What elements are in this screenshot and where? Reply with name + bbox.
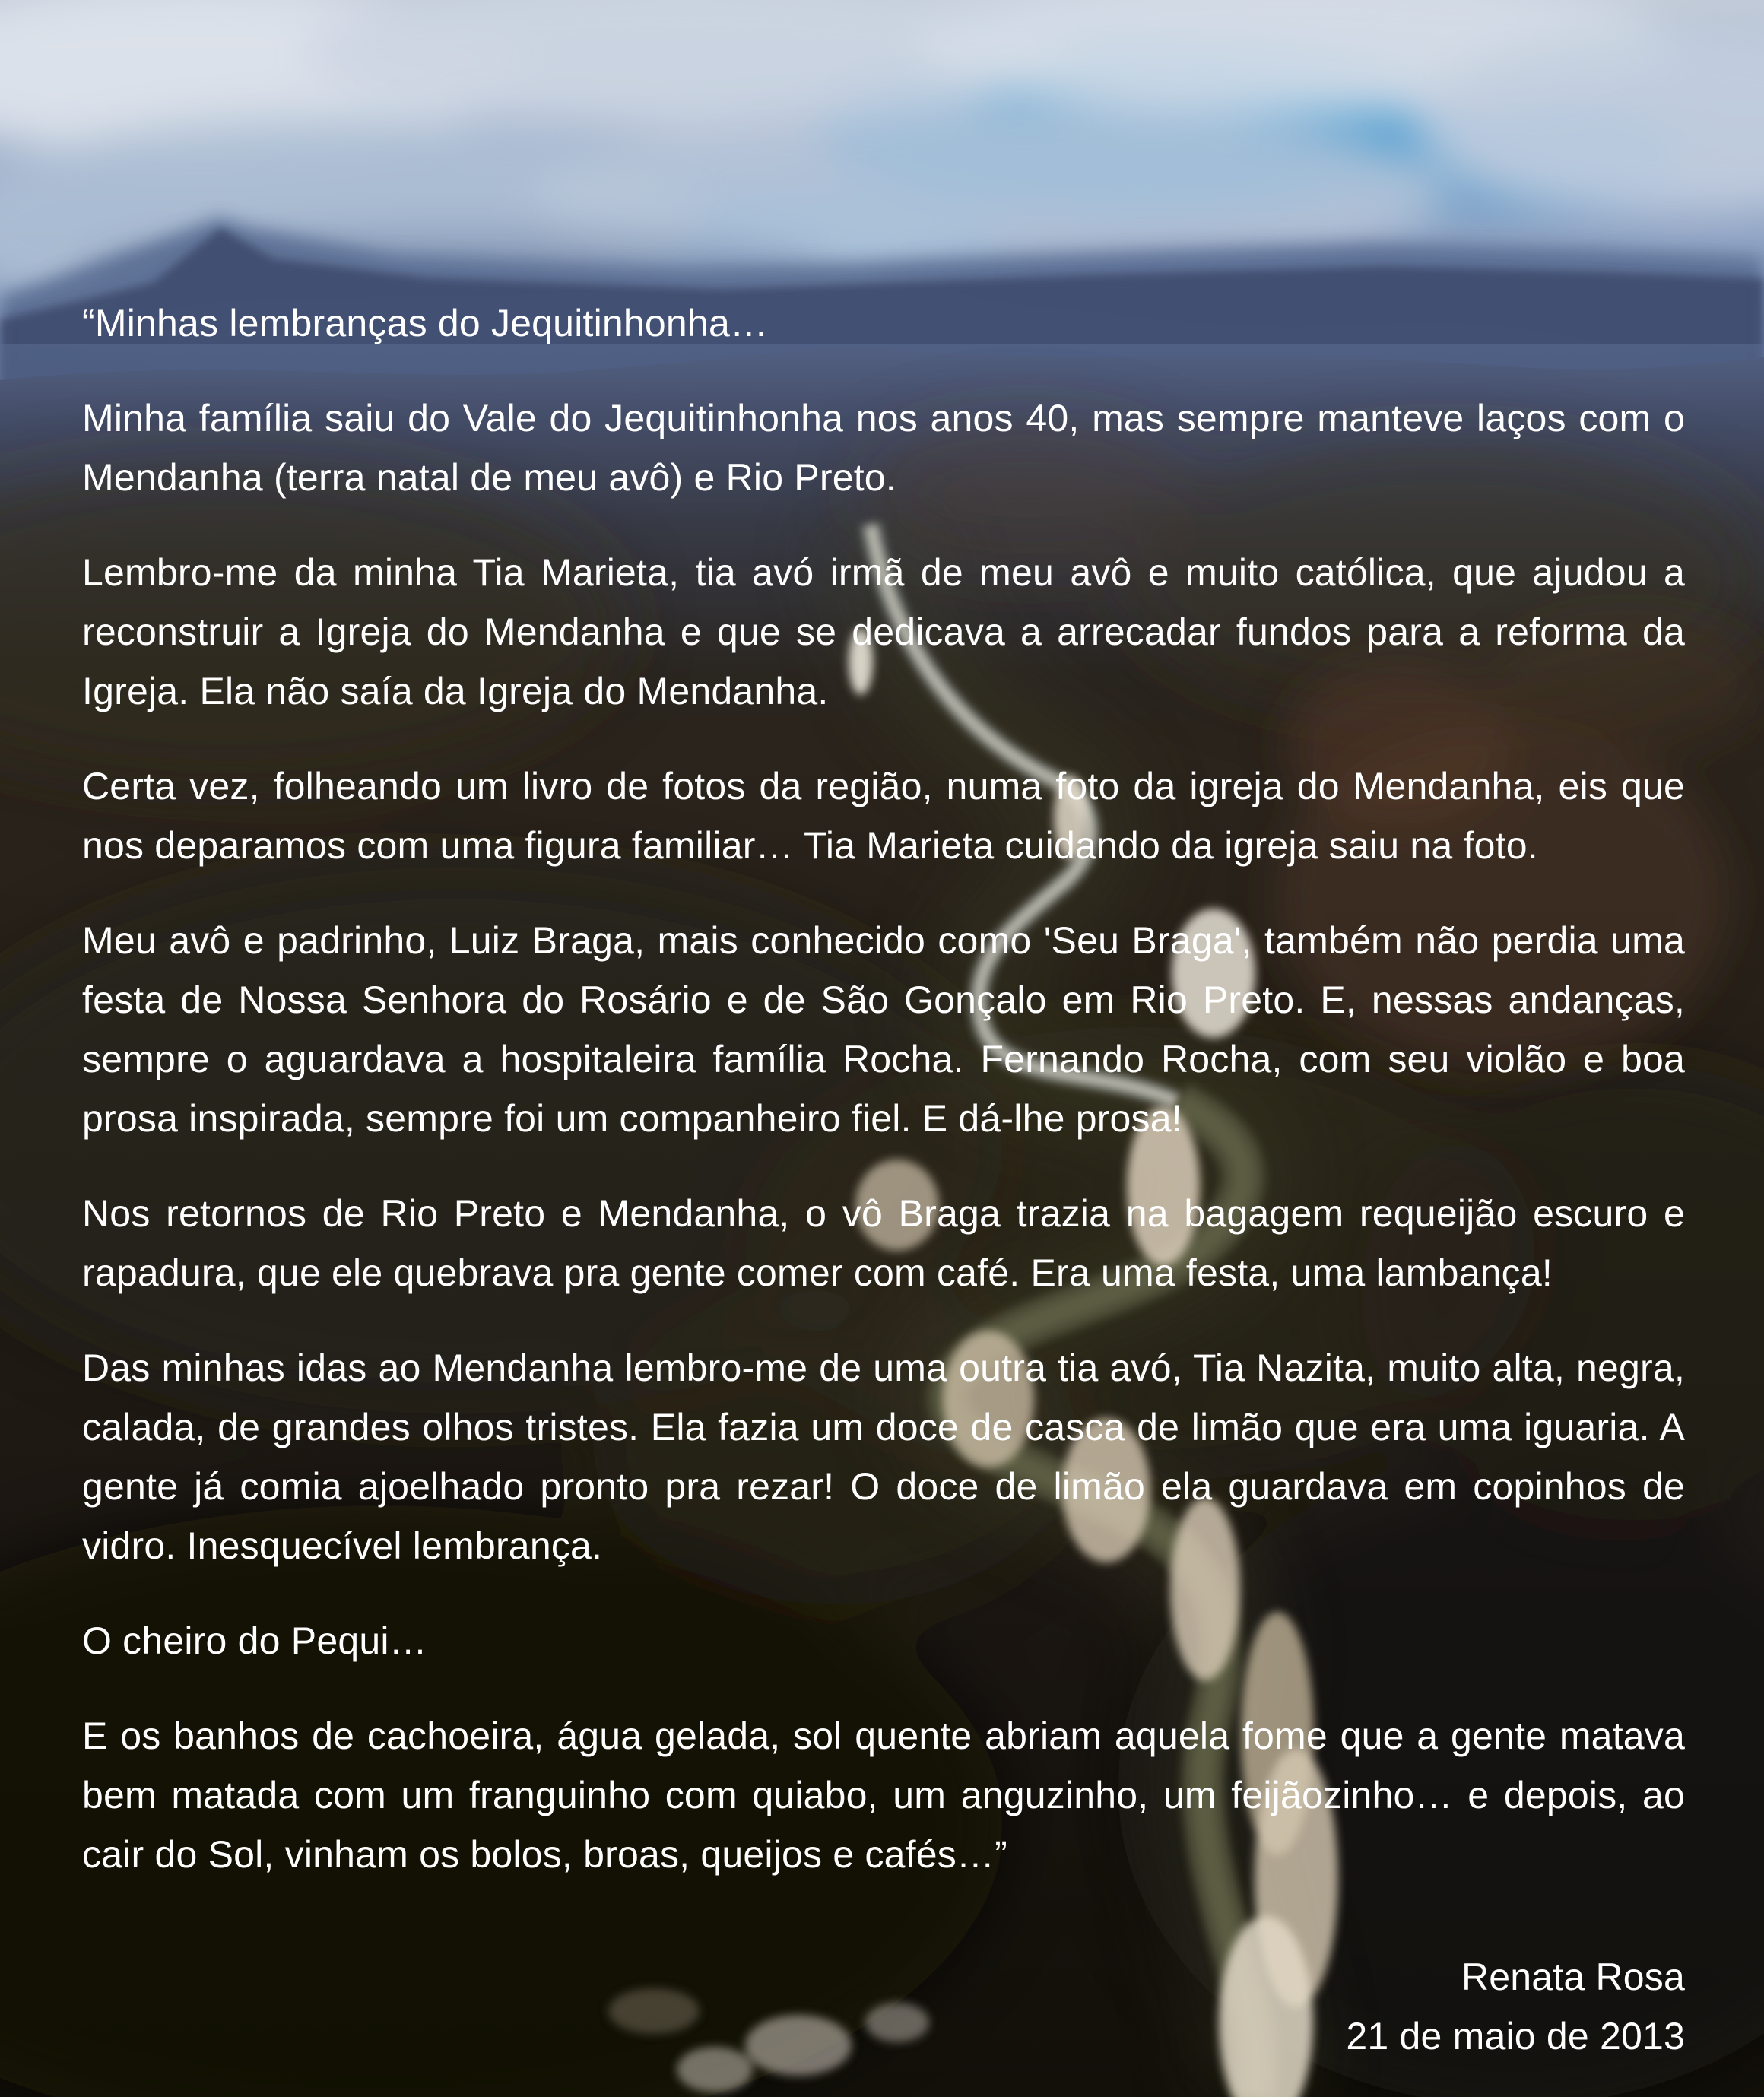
- quote-paragraph: Lembro-me da minha Tia Marieta, tia avó irmã de meu avô e muito católica, que ajudou a reconstruir a Igreja do Mendanha e que se dedicava a arrecadar fundos para a reforma da Igreja. Ela não saía da Igreja do Mendanha.: [82, 551, 1685, 712]
- quote-paragraph: Certa vez, folheando um livro de fotos da região, numa foto da igreja do Mendanha, eis que nos deparamos com uma figura familiar… Tia Marieta cuidando da igreja saiu na foto.: [82, 765, 1685, 867]
- quote-paragraph: Meu avô e padrinho, Luiz Braga, mais conhecido como 'Seu Braga', também não perdia uma festa de Nossa Senhora do Rosário e de São Gonçalo em Rio Preto. E, nessas andanças, sempre o aguardava a hospitaleira família Rocha. Fernando Rocha, com seu violão e boa prosa inspirada, sempre foi um companheiro fiel. E dá-lhe prosa!: [82, 919, 1685, 1140]
- quote-paragraph: Minha família saiu do Vale do Jequitinhonha nos anos 40, mas sempre manteve laços com o Mendanha (terra natal de meu avô) e Rio Preto.: [82, 397, 1685, 499]
- signature-date: 21 de maio de 2013: [1346, 2015, 1685, 2057]
- quote-paragraph: Das minhas idas ao Mendanha lembro-me de uma outra tia avó, Tia Nazita, muito alta, negra, calada, de grandes olhos tristes. Ela fazia um doce de casca de limão que era uma iguaria. A gente já comia ajoelhado pronto pra rezar! O doce de limão ela guardava em copinhos de vidro. Inesquecível lembrança.: [82, 1347, 1685, 1567]
- quote-paragraph: Nos retornos de Rio Preto e Mendanha, o vô Braga trazia na bagagem requeijão escuro e rapadura, que ele quebrava pra gente comer com café. Era uma festa, uma lambança!: [82, 1192, 1685, 1294]
- signature-name: Renata Rosa: [1461, 1956, 1685, 1998]
- quote-opening-line: “Minhas lembranças do Jequitinhonha…: [82, 302, 769, 344]
- quote-paragraph: O cheiro do Pequi…: [82, 1620, 427, 1662]
- signature-block: [82, 1947, 1685, 2066]
- quote-paragraph: E os banhos de cachoeira, água gelada, sol quente abriam aquela fome que a gente matava bem matada com um franguinho com quiabo, um anguzinho, um feijãozinho… e depois, ao cair do Sol, vinham os bolos, broas, queijos e cafés…”: [82, 1715, 1685, 1876]
- quote-text-block: [82, 293, 1685, 2066]
